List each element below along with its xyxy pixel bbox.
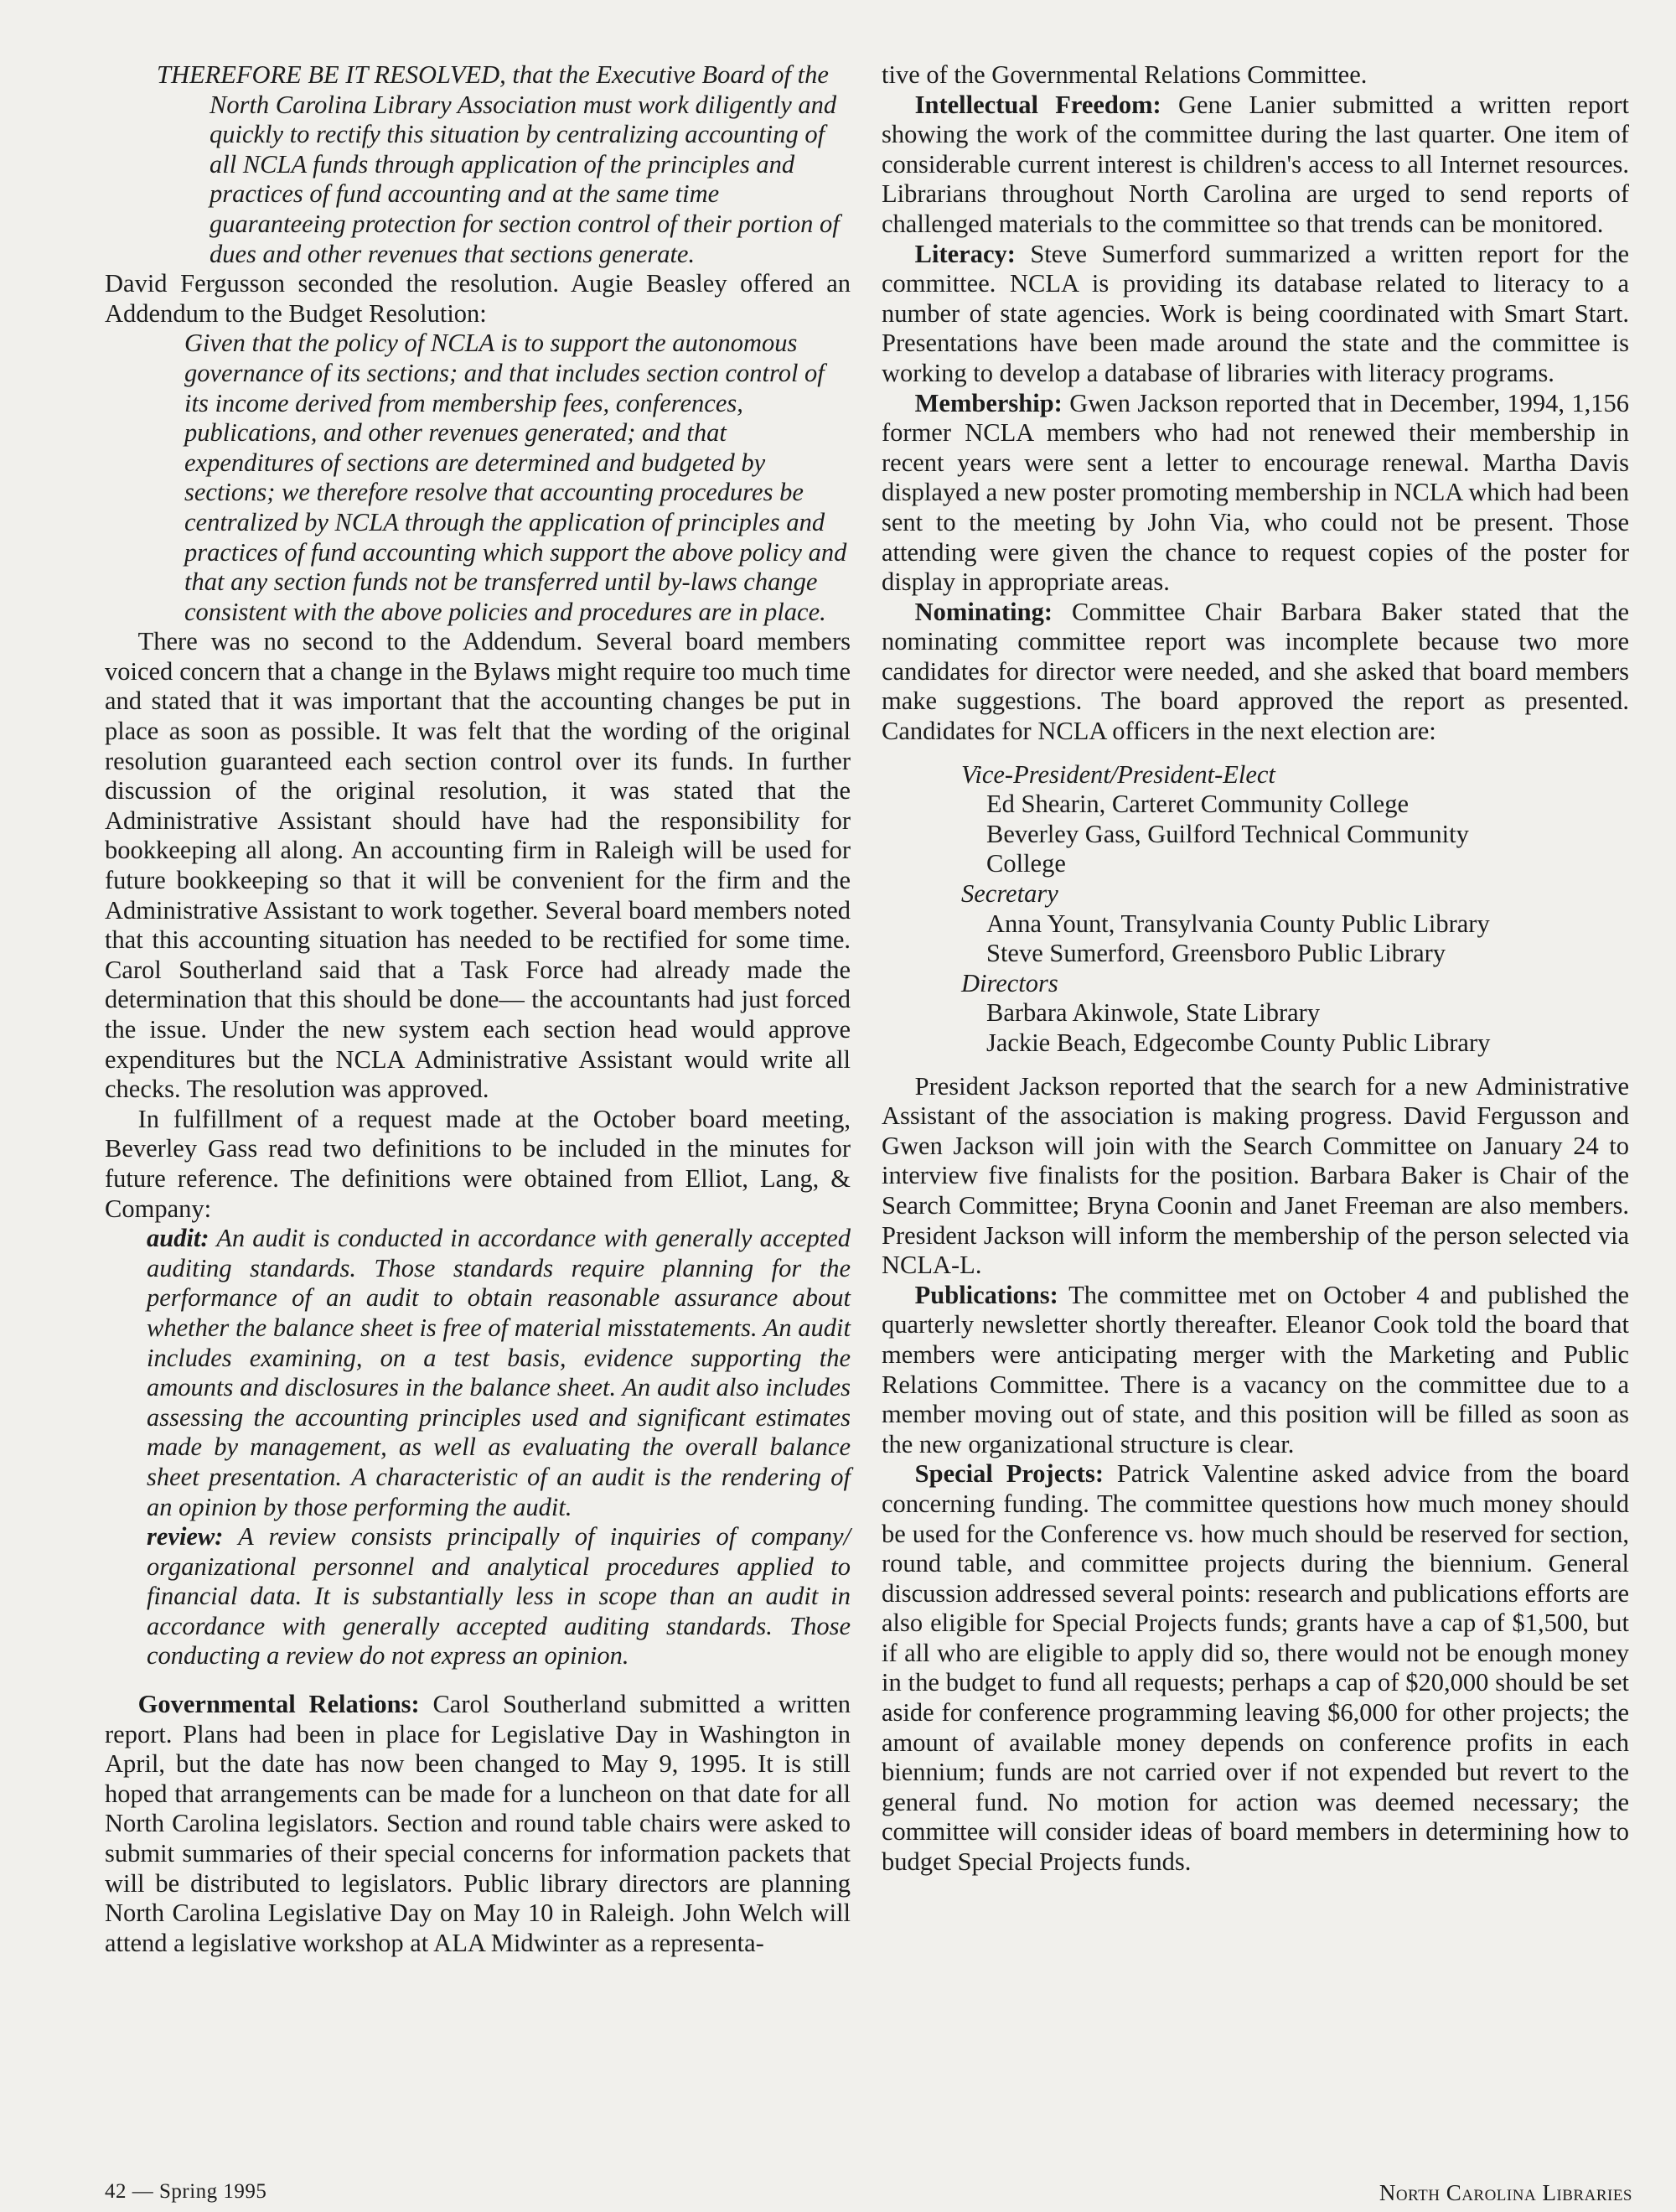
intellectual-freedom-heading: Intellectual Freedom:: [914, 90, 1161, 119]
membership-paragraph: [882, 389, 1629, 598]
director-candidate-1: Barbara Akinwole, State Library: [986, 998, 1321, 1028]
gov-relations-heading: Governmental Relations:: [137, 1690, 420, 1719]
no-second-paragraph: There was no second to the Addendum. Several board members voiced concern that a change in the Bylaws might require too much time and stated that it was important that the accounting changes be put in place as soon as possible. It was felt that the wording of the original resolution guaranteed each section control over its funds. In further discussion of the original resolution, it was stated that the Administrative Assistant should have had the responsibility for bookkeeping all along. An accounting firm in Raleigh will be used for future bookkeeping so that it will be convenient for the firm and the Administrative Assistant to work together. Several board members noted that this accounting situation has needed to be rectified for some time. Carol Southerland said that a Task Force had already made the determination that this should be done— the accountants had just forced the issue. Under the new system each section head would approve expenditures but the NCLA Administrative Assistant would write all checks. The resolution was approved.: [105, 627, 851, 1104]
vp-candidate-1: Ed Shearin, Carteret Community College: [986, 790, 1409, 819]
literacy-heading: Literacy:: [914, 239, 1016, 268]
vp-candidate-2: Beverley Gass, Guilford Technical Community: [986, 819, 1469, 848]
review-definition: [147, 1522, 851, 1671]
addendum-paragraph: Given that the policy of NCLA is to support the autonomous governance of its sections; and that includes section control of its income derived from membership fees, conferences, publications, and other revenues generated; and that expenditures of sections are determined and budgeted by sections; we therefore resolve that accounting procedures be centralized by NCLA through the application of principles and practices of fund accounting which support the above policy and that any section funds not be transferred until by-laws change consistent with the above policies and procedures are in place.: [184, 329, 847, 626]
director-candidate-2: Jackie Beach, Edgecombe County Public Library: [986, 1028, 1491, 1057]
review-text: A review consists principally of inquiries of company/ organizational personnel and analytical procedures applied to financial data. It is substantially less in scope than an audit in accordance with generally accepted auditing standards. Those conducting a review do not express an opinion.: [147, 1522, 851, 1671]
continuation-paragraph: tive of the Governmental Relations Committee.: [882, 60, 1368, 89]
left-column: [105, 60, 851, 1958]
fulfillment-paragraph: In fulfillment of a request made at the October board meeting, Beverley Gass read two definitions to be included in the minutes for future reference. The definitions were obtained from Elliot, Lang, & Company:: [105, 1104, 851, 1223]
right-column: [882, 60, 1629, 1878]
review-term: review:: [147, 1522, 224, 1552]
vp-role: Vice-President/President-Elect: [961, 759, 1275, 789]
audit-term: audit:: [147, 1224, 210, 1253]
vp-candidate-2-cont: College: [986, 849, 1066, 878]
literacy-paragraph: [882, 240, 1629, 389]
membership-text: Gwen Jackson reported that in December, 1994, 1,156 former NCLA members who had not renewed their membership in recent years were sent a letter to encourage renewal. Martha Davis displayed a new poster promoting membership in NCLA which had been sent to the meeting by John Via, who could not be present. Those attending were given the chance to request copies of the poster for display in appropriate areas.: [882, 388, 1630, 597]
nominating-heading: Nominating:: [914, 597, 1053, 626]
membership-heading: Membership:: [914, 388, 1063, 417]
nominating-text: Committee Chair Barbara Baker stated that the nominating committee report was incomplete because two more candidates for director were needed, and she asked that board members make suggestions. The board approved the report as presented. Candidates for NCLA officers in the next election are:: [882, 597, 1630, 746]
intellectual-freedom-text: Gene Lanier submitted a written report showing the work of the committee during the last quarter. One item of considerable current interest is children's access to all Internet resources. Librarians throughout North Carolina are urged to send reports of challenged materials to the committee so that trends can be monitored.: [882, 90, 1629, 238]
literacy-text: Steve Sumerford summarized a written report for the committee. NCLA is providing its database related to literacy to a number of state agencies. Work is being coordinated with Smart Start. Presentations have been made around the state and the committee is working to develop a database of libraries with literacy programs.: [882, 239, 1630, 387]
secretary-candidate-1: Anna Yount, Transylvania County Public Library: [986, 909, 1490, 938]
nominating-paragraph: [882, 598, 1629, 747]
gov-relations-paragraph: [105, 1690, 851, 1958]
special-projects-heading: Special Projects:: [914, 1459, 1104, 1489]
secretary-candidate-2: Steve Sumerford, Greensboro Public Library: [986, 939, 1446, 968]
president-paragraph: President Jackson reported that the search for a new Administrative Assistant of the association is making progress. David Fergusson and Gwen Jackson will join with the Search Committee on January 24 to interview five finalists for the position. Barbara Baker is Chair of the Search Committee; Bryna Coonin and Janet Freeman are also members. President Jackson will inform the membership of the person selected via NCLA-L.: [882, 1071, 1629, 1280]
secretary-role: Secretary: [961, 879, 1058, 909]
resolution-paragraph: THEREFORE BE IT RESOLVED, that the Executive Board of the North Carolina Library Association must work diligently and quickly to rectify this situation by centralizing accounting of all NCLA funds through application of the principles and practices of fund accounting and at the same time guaranteeing protection for section control of their portion of dues and other revenues that sections generate.: [157, 60, 840, 268]
intellectual-freedom-paragraph: [882, 91, 1629, 240]
gov-relations-text: Carol Southerland submitted a written report. Plans had been in place for Legislative Day in Washington in April, but the date has now been changed to May 9, 1995. It is still hoped that arrangements can be made for a luncheon on that date for all North Carolina legislators. Section and round table chairs were asked to submit summaries of their special concerns for information packets that will be distributed to legislators. Public library directors are planning North Carolina Legislative Day on May 10 in Raleigh. John Welch will attend a legislative workshop at ALA Midwinter as a representa-: [105, 1690, 851, 1957]
publications-text: The committee met on October 4 and published the quarterly newsletter shortly thereafter. Eleanor Cook told the board that members were anticipating merger with the Marketing and Public Relations Committee. There is a vacancy on the committee due to a member moving out of state, and this position will be filled as soon as the new organizational structure is clear.: [882, 1280, 1629, 1458]
special-projects-text: Patrick Valentine asked advice from the board concerning funding. The committee questions how much money should be used for the Conference vs. how much should be reserved for section, round table, and committee projects during the biennium. General discussion addressed several points: research and publications efforts are also eligible for Special Projects funds; grants have a cap of $1,500, but if all who are eligible to apply did so, there would not be enough money in the budget to fund all requests; perhaps a cap of $20,000 should be set aside for conference programming leaving $6,000 for other projects; the amount of available money depends on conference profits in each biennium; funds are not carried over if not expended but revert to the general fund. No motion for action was deemed necessary; the committee will consider ideas of board members in determining how to budget Special Projects funds.: [882, 1459, 1630, 1877]
special-projects-paragraph: [882, 1459, 1629, 1877]
footer-page-number: 42 — Spring 1995: [105, 2180, 267, 2203]
directors-role: Directors: [961, 968, 1058, 997]
audit-definition: [147, 1224, 851, 1522]
seconded-paragraph: David Fergusson seconded the resolution. Augie Beasley offered an Addendum to the Budget Resolution:: [105, 269, 851, 328]
publications-heading: Publications:: [914, 1280, 1058, 1309]
publications-paragraph: [882, 1281, 1629, 1460]
audit-text: An audit is conducted in accordance with generally accepted auditing standards. Those standards require planning for the performance of an audit to obtain reasonable assurance about whether the balance sheet is free of material misstatements. An audit includes examining, on a test basis, evidence supporting the amounts and disclosures in the balance sheet. An audit also includes assessing the accounting principles used and significant estimates made by management, as well as evaluating the overall balance sheet presentation. A characteristic of an audit is the rendering of an opinion by those performing the audit.: [147, 1224, 851, 1521]
footer-publication-title: North Carolina Libraries: [1379, 2180, 1632, 2205]
